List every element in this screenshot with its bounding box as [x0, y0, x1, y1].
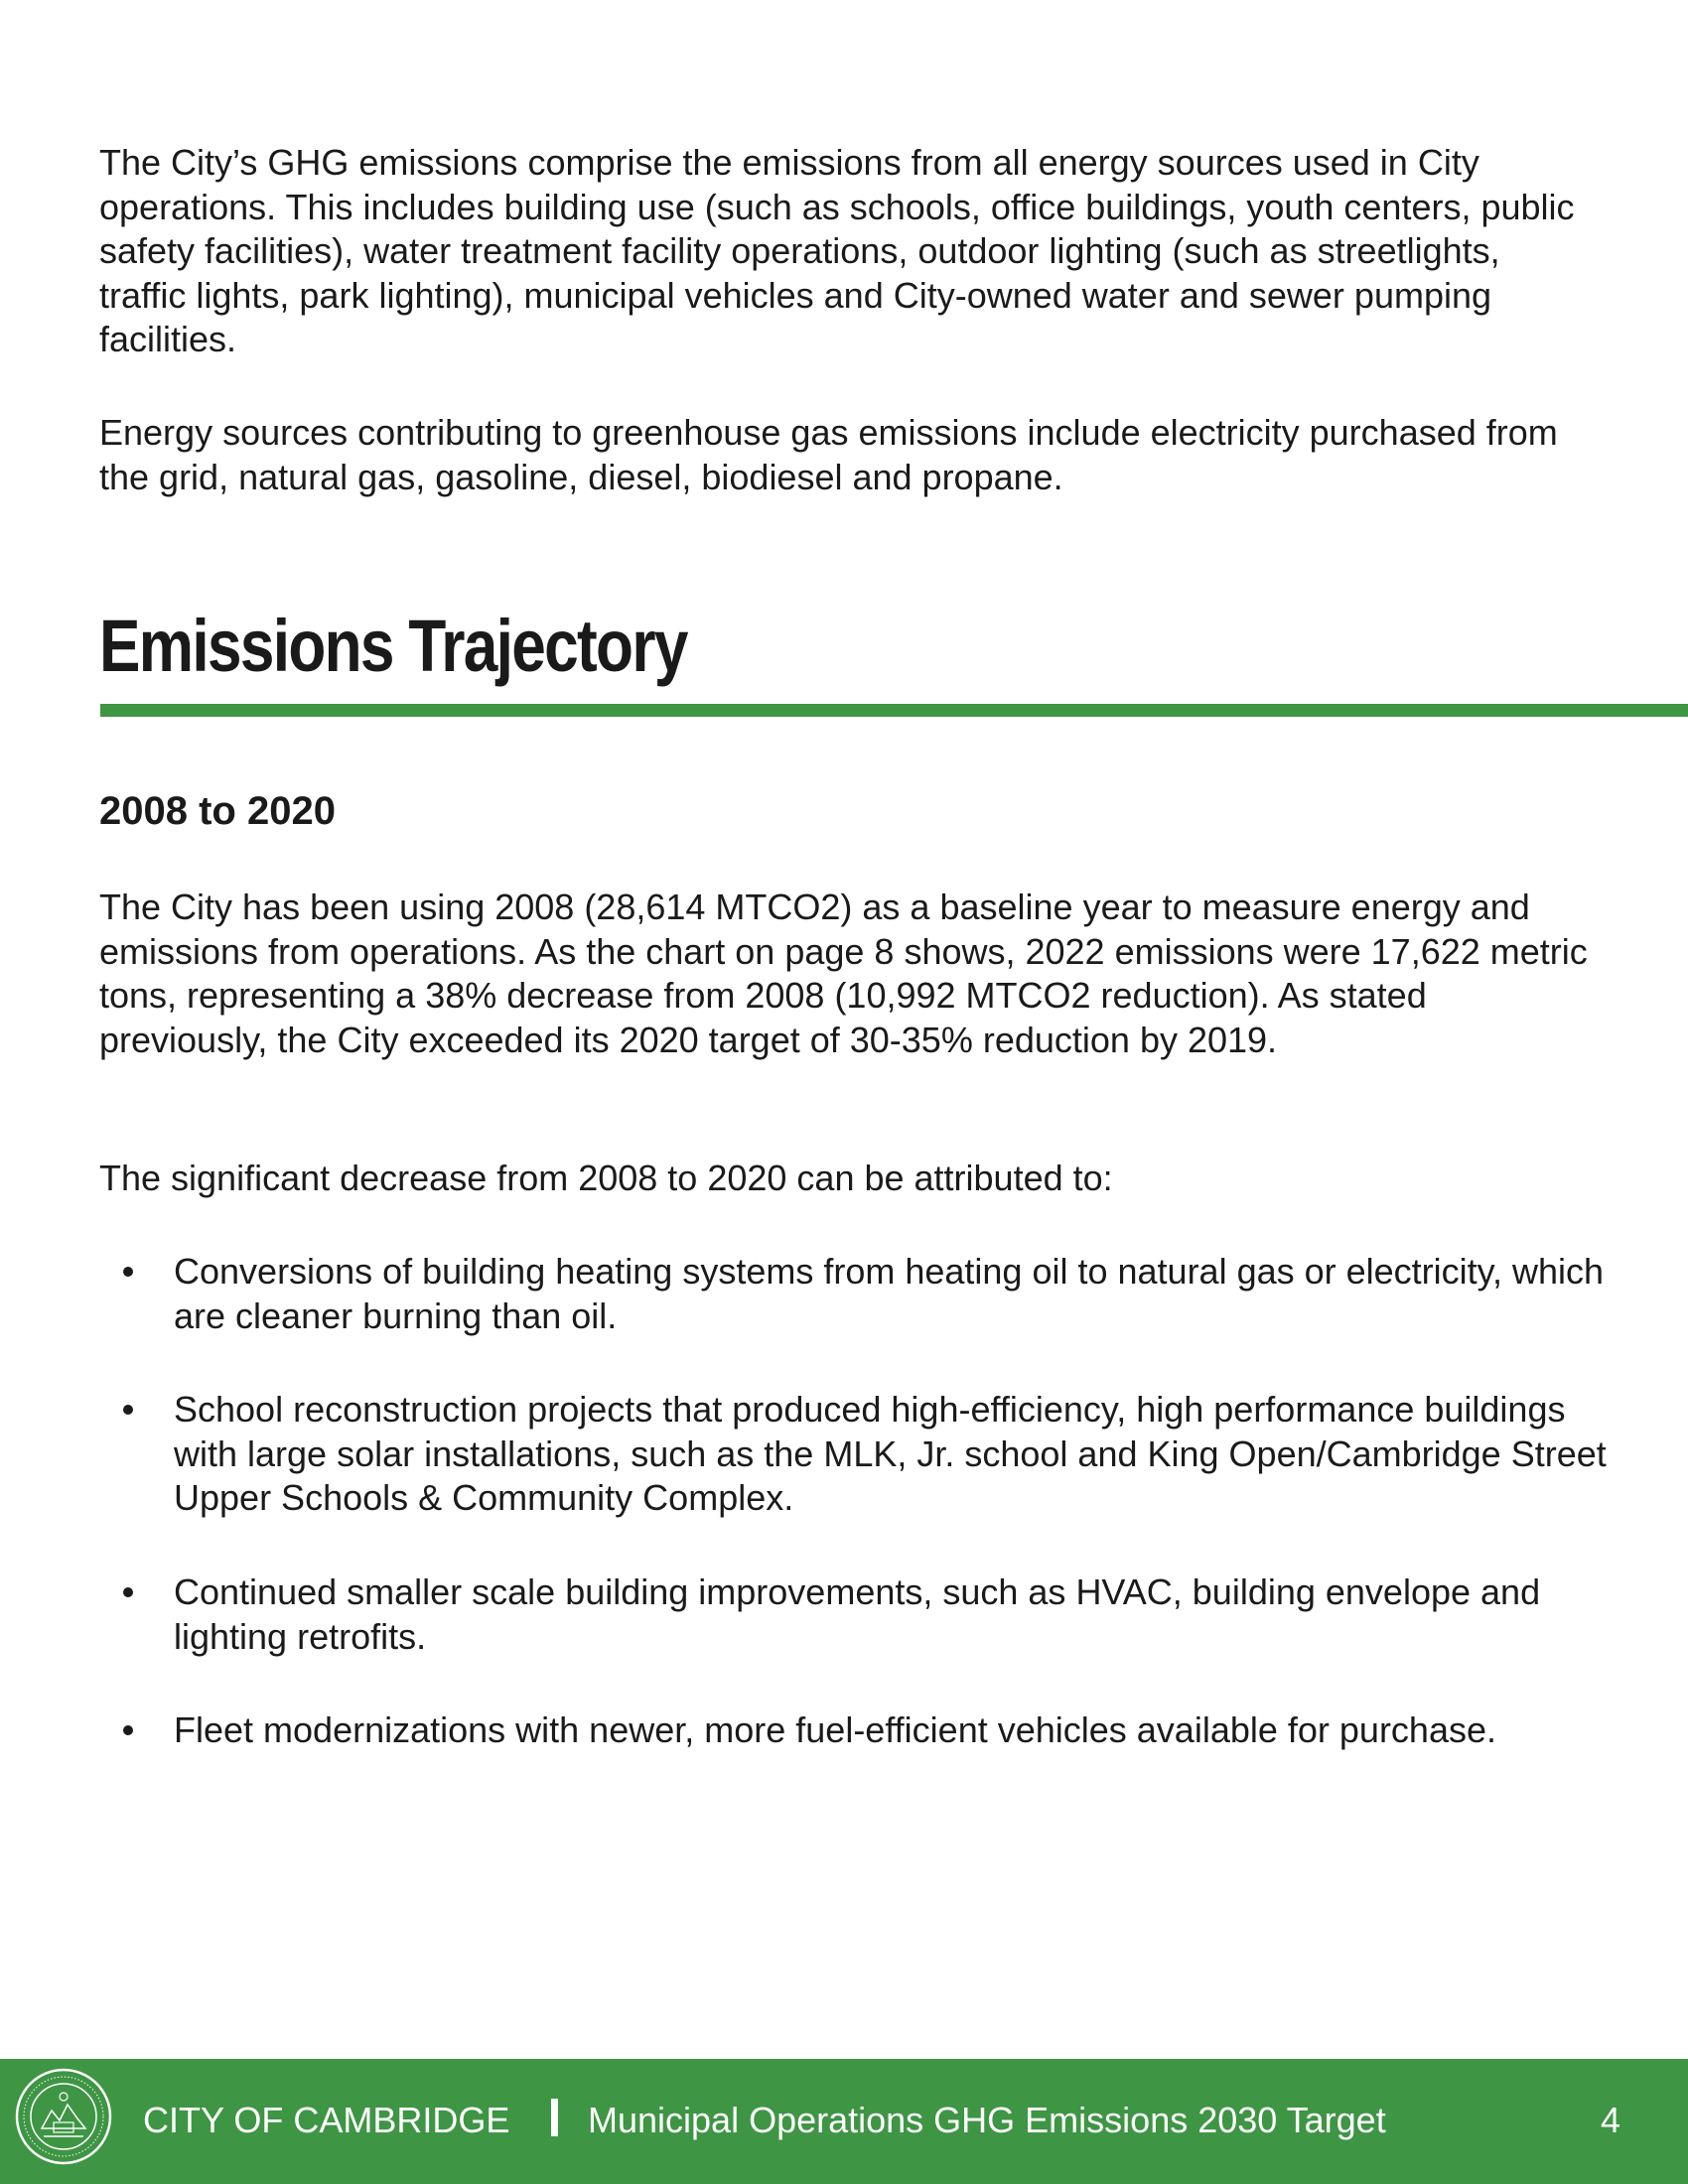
section-paragraph-2: The significant decrease from 2008 to 2020 can be attributed to:: [99, 1158, 1113, 1198]
footer-document-title: Municipal Operations GHG Emissions 2030 Target: [588, 2100, 1386, 2140]
section-heading: Emissions Trajectory: [99, 605, 687, 687]
intro-paragraph-2: Energy sources contributing to greenhouse gas emissions include electricity purchased from the grid, natural gas, gasoline, diesel, biodiesel and propane.: [99, 412, 1558, 497]
bullet-icon: [123, 1725, 133, 1735]
bullet-icon: [123, 1405, 133, 1415]
bullet-icon: [123, 1587, 133, 1597]
section-paragraph-1: The City has been using 2008 (28,614 MTCO2) as a baseline year to measure energy and emissions from operations. As the chart on page 8 shows, 2022 emissions were 17,622 metric tons, representing a 38% decrease from 2008 (10,992 MTCO2 reduction). As stated previously, the City exceeded its 2020 target of 30-35% reduction by 2019.: [99, 887, 1588, 1060]
intro-paragraph-1: The City’s GHG emissions comprise the emissions from all energy sources used in City operations. This includes building use (such as schools, office buildings, youth centers, public safety facilities), water treatment facility operations, outdoor lighting (such as streetlights, traffic lights, park lighting), municipal vehicles and City-owned water and sewer pumping facilities.: [99, 142, 1575, 359]
footer-org-name: CITY OF CAMBRIDGE: [143, 2100, 510, 2140]
page-footer: [0, 2059, 1688, 2184]
heading-rule: [100, 704, 1688, 717]
list-item-text: School reconstruction projects that produced high-efficiency, high performance buildings with large solar installations, such as the MLK, Jr. school and King Open/Cambridge Street Upper Schools & Community Complex.: [174, 1389, 1607, 1518]
bullet-icon: [123, 1267, 133, 1277]
list-item-text: Fleet modernizations with newer, more fuel-efficient vehicles available for purchase.: [174, 1709, 1496, 1750]
city-seal-icon: [14, 2067, 113, 2166]
section-subheading: 2008 to 2020: [99, 789, 336, 833]
page-number: 4: [1601, 2100, 1621, 2140]
list-item-text: Continued smaller scale building improvements, such as HVAC, building envelope and lighting retrofits.: [174, 1571, 1541, 1657]
footer-divider: [551, 2099, 558, 2136]
list-item-text: Conversions of building heating systems from heating oil to natural gas or electricity, which are cleaner burning than oil.: [174, 1251, 1605, 1336]
